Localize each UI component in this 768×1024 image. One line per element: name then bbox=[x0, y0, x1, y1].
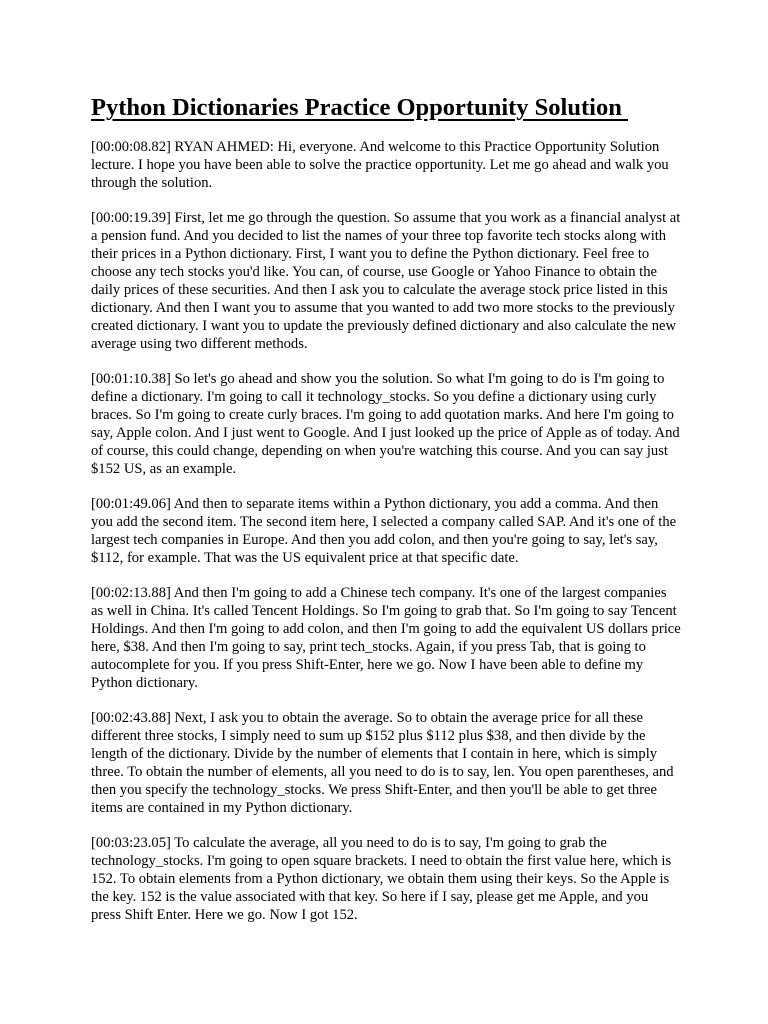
document-title: Python Dictionaries Practice Opportunity Solution bbox=[91, 94, 628, 121]
document-body bbox=[91, 92, 681, 942]
transcript-paragraph: [00:01:10.38] So let's go ahead and show you the solution. So what I'm going to do is I'm going to define a dictionary. I'm going to call it technology_stocks. So you define a dictionary using curly braces. So I'm going to create curly braces. I'm going to add quotation marks. And here I'm going to say, Apple colon. And I just went to Google. And I just looked up the price of Apple as of today. And of course, this could change, depending on when you're watching this course. And you can say just $152 US, as an example. bbox=[91, 370, 680, 477]
transcript-paragraph: [00:02:13.88] And then I'm going to add a Chinese tech company. It's one of the largest companies as well in China. It's called Tencent Holdings. So I'm going to grab that. So I'm going to say Tencent Holdings. And then I'm going to add colon, and then I'm going to add the equivalent US dollars price here, $38. And then I'm going to say, print tech_stocks. Again, if you press Tab, that is going to autocomplete for you. If you press Shift-Enter, here we go. Now I have been able to define my Python dictionary. bbox=[91, 585, 681, 691]
transcript-paragraph: [00:00:19.39] First, let me go through the question. So assume that you work as a financial analyst at a pension fund. And you decided to list the names of your three top favorite tech stocks along with their prices in a Python dictionary. First, I want you to define the Python dictionary. Feel free to choose any tech stocks you'd like. You can, of course, use Google or Yahoo Finance to obtain the daily prices of these securities. And then I ask you to calculate the average stock price listed in this dictionary. And then I want you to assume that you wanted to add two more stocks to the previously created dictionary. I want you to update the previously defined dictionary and also calculate the new average using two different methods. bbox=[91, 210, 681, 352]
transcript-paragraph: [00:03:23.05] To calculate the average, all you need to do is to say, I'm going to grab the technology_stocks. I'm going to open square brackets. I need to obtain the first value here, which is 152. To obtain elements from a Python dictionary, we obtain them using their keys. So the Apple is the key. 152 is the value associated with that key. So here if I say, please get me Apple, and you press Shift Enter. Here we go. Now I got 152. bbox=[91, 834, 672, 923]
transcript-paragraph: [00:01:49.06] And then to separate items within a Python dictionary, you add a comma. And then you add the second item. The second item here, I selected a company called SAP. And it's one of the largest tech companies in Europe. And then you add colon, and then you're going to say, let's say, $112, for example. That was the US equivalent price at that specific date. bbox=[91, 495, 677, 566]
transcript-paragraph: [00:02:43.88] Next, I ask you to obtain the average. So to obtain the average price for all these different three stocks, I simply need to sum up $152 plus $112 plus $38, and then divide by the length of the dictionary. Divide by the number of elements that I contain in here, which is simply three. To obtain the number of elements, all you need to do is to say, len. You open parentheses, and then you specify the technology_stocks. We press Shift-Enter, and then you'll be able to get three items are contained in my Python dictionary. bbox=[91, 709, 674, 816]
transcript-paragraph: [00:00:08.82] RYAN AHMED: Hi, everyone. And welcome to this Practice Opportunity Solution lecture. I hope you have been able to solve the practice opportunity. Let me go ahead and walk you through the solution. bbox=[91, 139, 669, 191]
